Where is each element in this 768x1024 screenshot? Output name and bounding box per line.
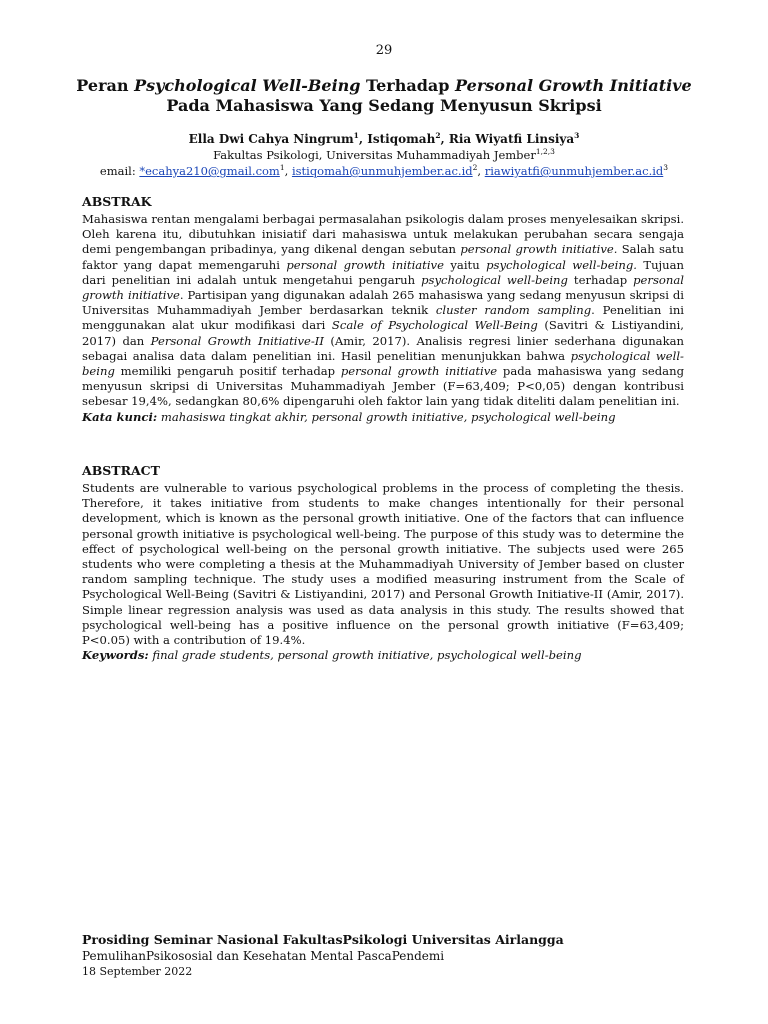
superscript: 1 <box>353 131 359 140</box>
superscript: 3 <box>574 131 580 140</box>
footer-proceedings: Prosiding Seminar Nasional FakultasPsikologi Universitas Airlangga <box>82 932 564 947</box>
page-footer <box>82 932 702 979</box>
text-run: terhadap <box>567 272 634 287</box>
italic-term: psychological well-being. <box>486 257 637 272</box>
abstract-heading: ABSTRACT <box>82 463 160 478</box>
text-run: , Istiqomah <box>358 132 436 146</box>
text-run: memiliki pengaruh positif terhadap <box>114 364 341 379</box>
text-run: (Savitri & Listiyandini, 2017) dan <box>82 318 684 348</box>
text-run: Peran <box>76 76 135 95</box>
text-run: Pada Mahasiswa Yang Sedang Menyusun Skripsi <box>166 96 602 115</box>
text-run: Ella Dwi Cahya Ningrum <box>188 132 354 146</box>
abstract-keywords-text: final grade students, personal growth initiative, psychological well-being <box>148 648 582 663</box>
italic-term: Personal Growth Initiative <box>455 76 692 95</box>
text-run: Salah satu faktor yang dapat memengaruhi <box>82 242 684 272</box>
abstrak-keywords-text: mahasiswa tingkat akhir, personal growth initiative, psychological well-being <box>157 409 616 424</box>
email-link-2[interactable]: istiqomah@unmuhjember.ac.id <box>291 164 473 178</box>
italic-term: personal growth initiative <box>340 364 498 379</box>
abstract-body <box>82 481 684 648</box>
abstract-keywords <box>82 648 684 663</box>
paper-title <box>60 76 708 116</box>
text-run: Mahasiswa rentan mengalami berbagai permasalahan psikologis dalam proses menyelesaikan skripsi. Oleh karena itu, dibutuhkan inisiatif dari mahasiswa untuk melakukan perubahan secara sengaja demi pengembangan pribadinya, yang dikenal dengan sebutan <box>82 212 684 257</box>
affiliation <box>60 148 708 162</box>
text-run: Fakultas Psikologi, Universitas Muhammadiyah Jember <box>213 148 536 162</box>
italic-term: Psychological Well-Being <box>134 76 361 95</box>
email-link-1[interactable]: *ecahya210@gmail.com <box>139 164 280 178</box>
italic-term: cluster random sampling <box>435 303 592 318</box>
italic-term: psychological well-being <box>421 272 568 287</box>
abstrak-heading: ABSTRAK <box>82 194 152 209</box>
abstrak-body <box>82 212 684 410</box>
abstract-keywords-label: Keywords: <box>82 648 149 663</box>
email-separator-2: , <box>477 164 485 178</box>
text-run: Tujuan dari penelitian ini adalah untuk mengetahui pengaruh <box>82 257 684 287</box>
abstrak-section <box>82 194 684 425</box>
italic-term: personal growth initiative <box>82 272 684 303</box>
text-run: . Penelitian ini menggunakan alat ukur modifikasi dari <box>82 303 685 333</box>
title-line-2 <box>60 96 708 116</box>
italic-term: personal growth initiative <box>286 257 444 272</box>
text-run: yaitu <box>443 257 487 272</box>
italic-term: Scale of Psychological Well-Being <box>331 318 538 333</box>
abstrak-keywords-label: Kata kunci: <box>82 409 158 424</box>
text-run: . Partisipan yang digunakan adalah 265 mahasiswa yang sedang menyusun skripsi di Universitas Muhammadiyah Jember berdasarkan teknik <box>82 288 684 318</box>
text-run: Terhadap <box>360 76 456 95</box>
email-link-3-sup: 3 <box>663 163 669 173</box>
superscript: 2 <box>435 131 441 140</box>
italic-term: personal growth initiative. <box>460 242 618 257</box>
text-run: , Ria Wiyatfi Linsiya <box>440 132 575 146</box>
abstrak-keywords <box>82 410 684 425</box>
footer-date: 18 September 2022 <box>82 965 193 978</box>
italic-term: psychological well-being <box>82 348 684 379</box>
email-line <box>60 164 708 178</box>
author-list <box>60 132 708 147</box>
text-run: pada mahasiswa yang sedang menyusun skripsi di Universitas Muhammadiyah Jember (F=63,409; P<0,05) dengan kontribusi sebesar 19,4%, sedangkan 80,6% dipengaruhi oleh faktor lain yang tidak diteliti dalam penelitian ini. <box>82 364 684 409</box>
abstract-section <box>82 463 684 663</box>
email-label: email: <box>99 164 140 178</box>
email-link-3[interactable]: riawiyatfi@unmuhjember.ac.id <box>484 164 664 178</box>
footer-theme: PemulihanPsikososial dan Kesehatan Mental PascaPendemi <box>82 949 445 963</box>
title-line-1 <box>60 76 708 96</box>
superscript: 1,2,3 <box>535 147 555 157</box>
text-run: Students are vulnerable to various psychological problems in the process of completing the thesis. Therefore, it takes initiative from students to make changes intentionally for their personal development, which is known as the personal growth initiative. One of the factors that can influence personal growth initiative is psychological well-being. The purpose of this study was to determine the effect of psychological well-being on the personal growth initiative. The subjects used were 265 students who were completing a thesis at the Muhammadiyah University of Jember based on cluster random sampling technique. The study uses a modified measuring instrument from the Scale of Psychological Well-Being (Savitri & Listiyandini, 2017) and Personal Growth Initiative-II (Amir, 2017). Simple linear regression analysis was used as data analysis in this study. The results showed that psychological well-being has a positive influence on the personal growth initiative (F=63,409; P<0.05) with a contribution of 19.4%. <box>82 481 684 648</box>
italic-term: Personal Growth Initiative-II <box>150 333 324 348</box>
page-number: 29 <box>375 43 393 58</box>
email-link-1-sup: 1 <box>279 163 285 173</box>
email-link-2-sup: 2 <box>472 163 478 173</box>
email-separator-1: , <box>284 164 292 178</box>
text-run: (Amir, 2017). Analisis regresi linier sederhana digunakan sebagai analisa data dalam penelitian ini. Hasil penelitian menunjukkan bahwa <box>82 333 684 363</box>
